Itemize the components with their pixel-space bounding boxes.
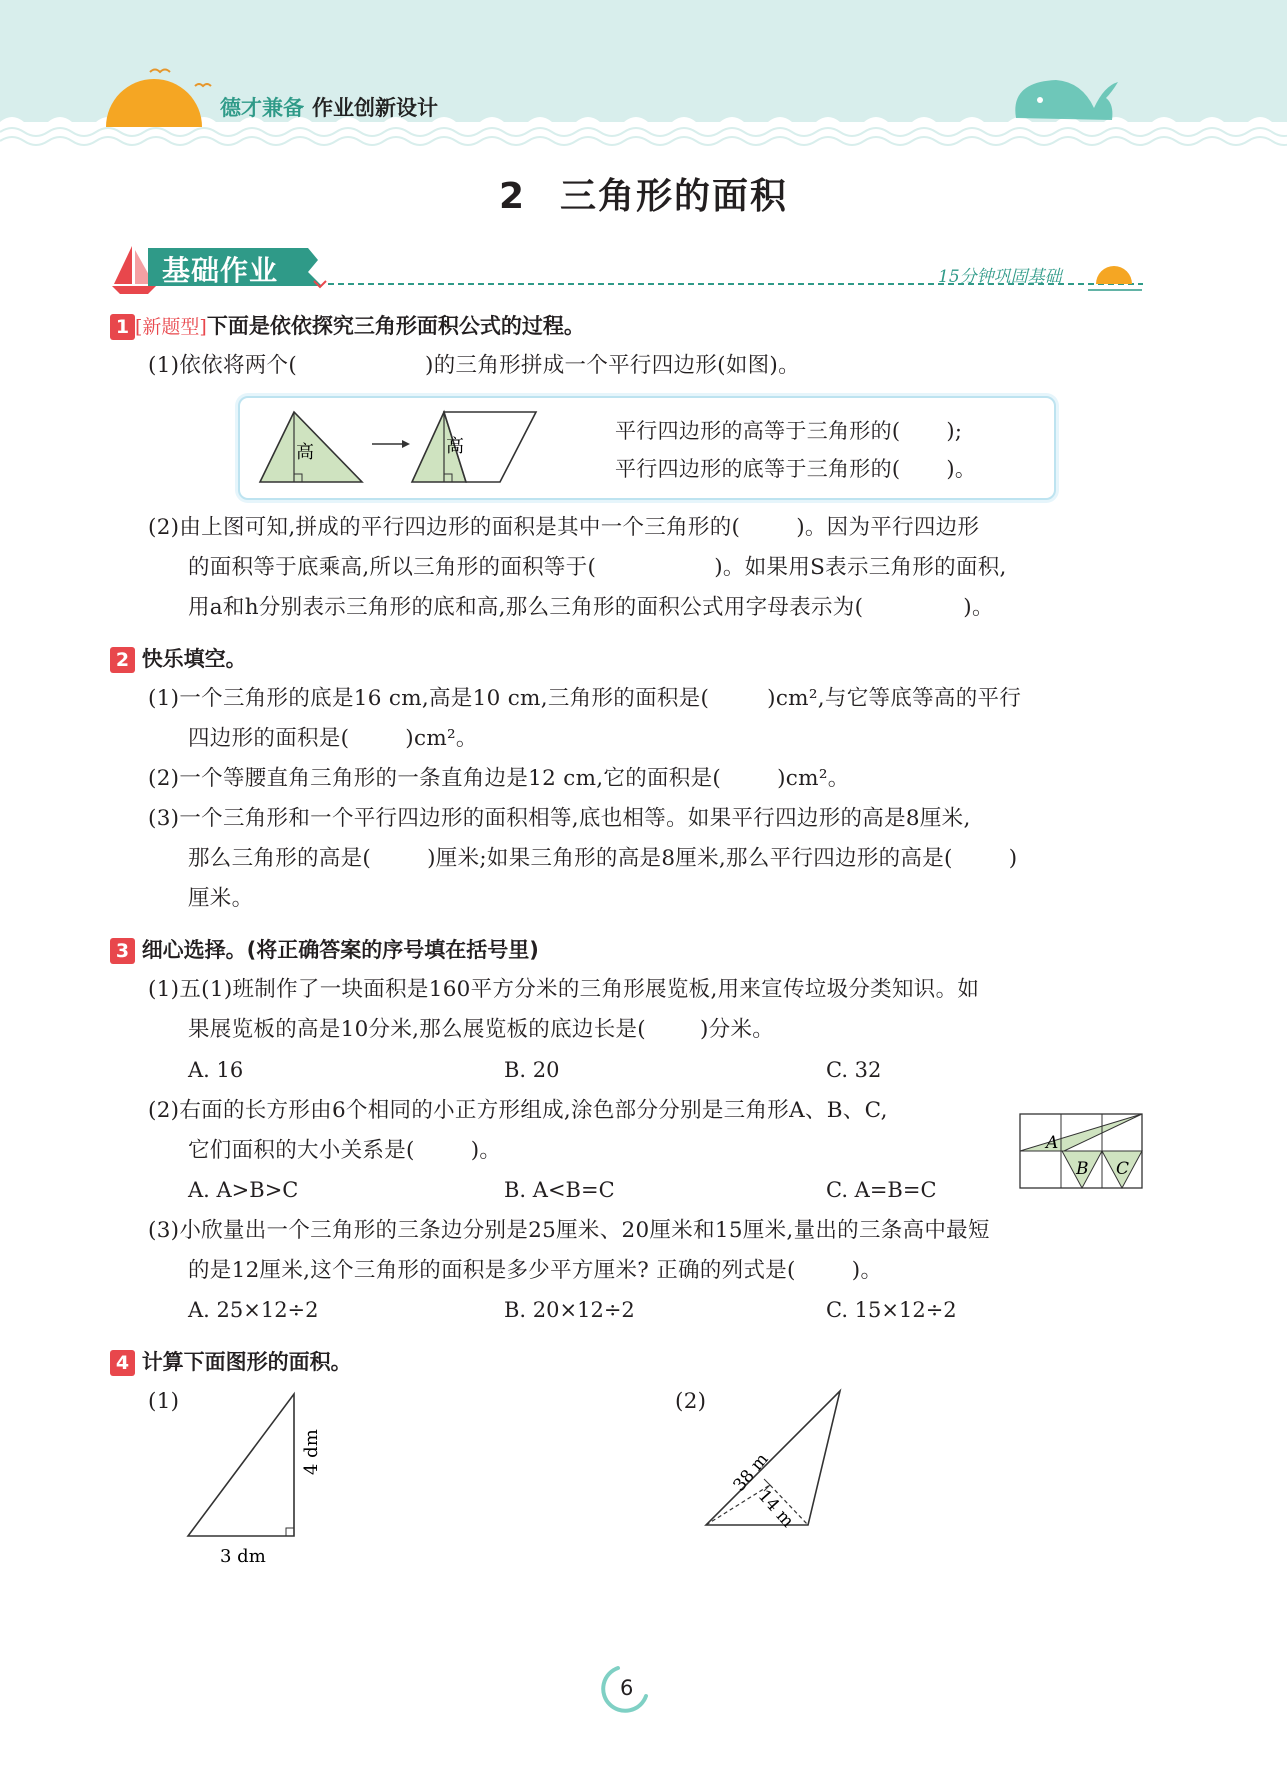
q1-part2-line3	[188, 595, 994, 621]
triangle-height-label: 高	[296, 442, 314, 463]
q3-part3-option-a[interactable]: A. 25×12÷2	[188, 1298, 319, 1322]
q3-part3-option-b[interactable]: B. 20×12÷2	[504, 1298, 635, 1322]
q3-number: 3	[110, 938, 135, 964]
grid-label-c: C	[1116, 1159, 1130, 1179]
q3-part1-option-a[interactable]: A. 16	[188, 1058, 244, 1082]
parallelogram-figure	[412, 412, 536, 482]
q2-part3-line2	[188, 846, 1017, 872]
q2-part3-line2-a: 那么三角形的高是(	[188, 846, 372, 871]
q2-heading	[110, 646, 247, 673]
q1-part2-line1-b: )。因为平行四边形	[796, 515, 980, 540]
q3-part2-option-c[interactable]: C. A=B=C	[826, 1178, 937, 1202]
q3-part2-line2-a: 它们面积的大小关系是(	[188, 1138, 415, 1163]
q3-text: 细心选择。(将正确答案的序号填在括号里)	[141, 938, 539, 962]
q3-part1-option-b[interactable]: B. 20	[504, 1058, 560, 1082]
q1-part1-b: )的三角形拼成一个平行四边形(如图)。	[425, 353, 800, 378]
q3-part2-line1: (2)右面的长方形由6个相同的小正方形组成,涂色部分分别是三角形A、B、C,	[148, 1098, 888, 1123]
q1-figure-line1-text: 平行四边形的高等于三角形的(	[615, 419, 901, 443]
page-number: 6	[620, 1676, 634, 1700]
q1-part2-line2-a: 的面积等于底乘高,所以三角形的面积等于(	[188, 555, 597, 580]
q4-text: 计算下面图形的面积。	[141, 1350, 352, 1374]
q3-part1-line2-a: 果展览板的高是10分米,那么展览板的底边长是(	[188, 1017, 646, 1042]
q1-part1	[148, 353, 800, 379]
q1-figure	[250, 404, 550, 494]
q2-part1-line2	[188, 726, 478, 752]
q1-tag: [新题型]	[135, 316, 207, 338]
page-title	[0, 168, 1287, 219]
q4-figure2	[700, 1385, 860, 1545]
q1-part2-line2-b: )。如果用S表示三角形的面积,	[714, 555, 1007, 580]
q3-part2-option-b[interactable]: B. A<B=C	[504, 1178, 615, 1202]
brand-name: 德才兼备	[220, 96, 304, 120]
figure2-side1-label: 38 m	[729, 1449, 773, 1496]
q4-figure1-label: (1)	[148, 1389, 180, 1414]
q2-part1-line2-b: )cm²。	[405, 726, 478, 751]
section-note: 15分钟巩固基础	[938, 267, 1062, 287]
q3-part2-line2-b: )。	[470, 1138, 502, 1163]
figure1-height-label: 4 dm	[301, 1429, 322, 1475]
q1-figure-line1-end: );	[946, 419, 963, 443]
q2-part3-line2-b: )厘米;如果三角形的高是8厘米,那么平行四边形的高是(	[427, 846, 953, 871]
q3-part1-line1: (1)五(1)班制作了一块面积是160平方分米的三角形展览板,用来宣传垃圾分类知识。如	[148, 977, 980, 1002]
q1-part1-a: (1)依依将两个(	[148, 353, 298, 378]
q3-part2-line2	[188, 1138, 501, 1164]
q2-part2-a: (2)一个等腰直角三角形的一条直角边是12 cm,它的面积是(	[148, 766, 722, 791]
q2-part1-line1-b: )cm²,与它等底等高的平行	[767, 686, 1022, 711]
q1-figure-line2-text: 平行四边形的底等于三角形的(	[615, 457, 901, 481]
q1-figure-line2-end: )。	[946, 457, 977, 481]
q2-part1-line1	[148, 686, 1021, 712]
q2-part3-line2-c: )	[1008, 846, 1018, 871]
figure2-side2-label: 14 m	[753, 1486, 798, 1532]
q2-number: 2	[110, 647, 135, 673]
q3-part1-option-c[interactable]: C. 32	[826, 1058, 882, 1082]
q1-number: 1	[110, 314, 135, 340]
q2-part3-line1: (3)一个三角形和一个平行四边形的面积相等,底也相等。如果平行四边形的高是8厘米,	[148, 806, 971, 831]
q3-part3-line2	[188, 1258, 882, 1284]
brand-subtitle: 作业创新设计	[312, 96, 438, 120]
q3-grid-figure	[1016, 1108, 1146, 1198]
q1-part2-line3-b: )。	[963, 595, 994, 620]
q2-part3-line3: 厘米。	[188, 886, 254, 911]
q3-part3-line2-b: )。	[851, 1258, 883, 1283]
q1-part2-line1	[148, 515, 979, 541]
q1-text: 下面是依依探究三角形面积公式的过程。	[206, 314, 585, 338]
q3-heading	[110, 937, 539, 964]
q1-part2-line3-a: 用a和h分别表示三角形的底和高,那么三角形的面积公式用字母表示为(	[188, 595, 864, 620]
title-text: 三角形的面积	[560, 176, 789, 217]
title-number: 2	[498, 176, 527, 217]
q1-figure-line1	[615, 418, 962, 444]
q2-text: 快乐填空。	[141, 647, 247, 671]
q2-part2-b: )cm²。	[777, 766, 850, 791]
figure1-base-label: 3 dm	[220, 1546, 266, 1567]
q2-part2	[148, 766, 850, 792]
q3-part3-line2-a: 的是12厘米,这个三角形的面积是多少平方厘米? 正确的列式是(	[188, 1258, 796, 1283]
section-label: 基础作业	[162, 254, 279, 287]
q1-part2-line1-a: (2)由上图可知,拼成的平行四边形的面积是其中一个三角形的(	[148, 515, 741, 540]
parallelogram-height-label: 高	[446, 436, 464, 457]
q2-part1-line1-a: (1)一个三角形的底是16 cm,高是10 cm,三角形的面积是(	[148, 686, 710, 711]
q4-figure2-label: (2)	[675, 1389, 707, 1414]
grid-label-a: A	[1046, 1133, 1059, 1153]
header-band	[0, 0, 1287, 150]
q3-part3-option-c[interactable]: C. 15×12÷2	[826, 1298, 957, 1322]
grid-label-b: B	[1076, 1159, 1089, 1179]
q4-figure1	[180, 1390, 350, 1570]
q3-part2-option-a[interactable]: A. A>B>C	[188, 1178, 299, 1202]
q3-part1-line2-b: )分米。	[699, 1017, 775, 1042]
q3-part3-line1: (3)小欣量出一个三角形的三条边分别是25厘米、20厘米和15厘米,量出的三条高中最短	[148, 1218, 990, 1243]
q1-figure-line2	[615, 456, 976, 482]
q1-heading	[110, 313, 585, 340]
q4-heading	[110, 1349, 352, 1376]
q1-part2-line2	[188, 555, 1007, 581]
arrow-icon	[372, 440, 410, 448]
q4-number: 4	[110, 1350, 135, 1376]
q2-part1-line2-a: 四边形的面积是(	[188, 726, 350, 751]
q3-part1-line2	[188, 1017, 774, 1043]
